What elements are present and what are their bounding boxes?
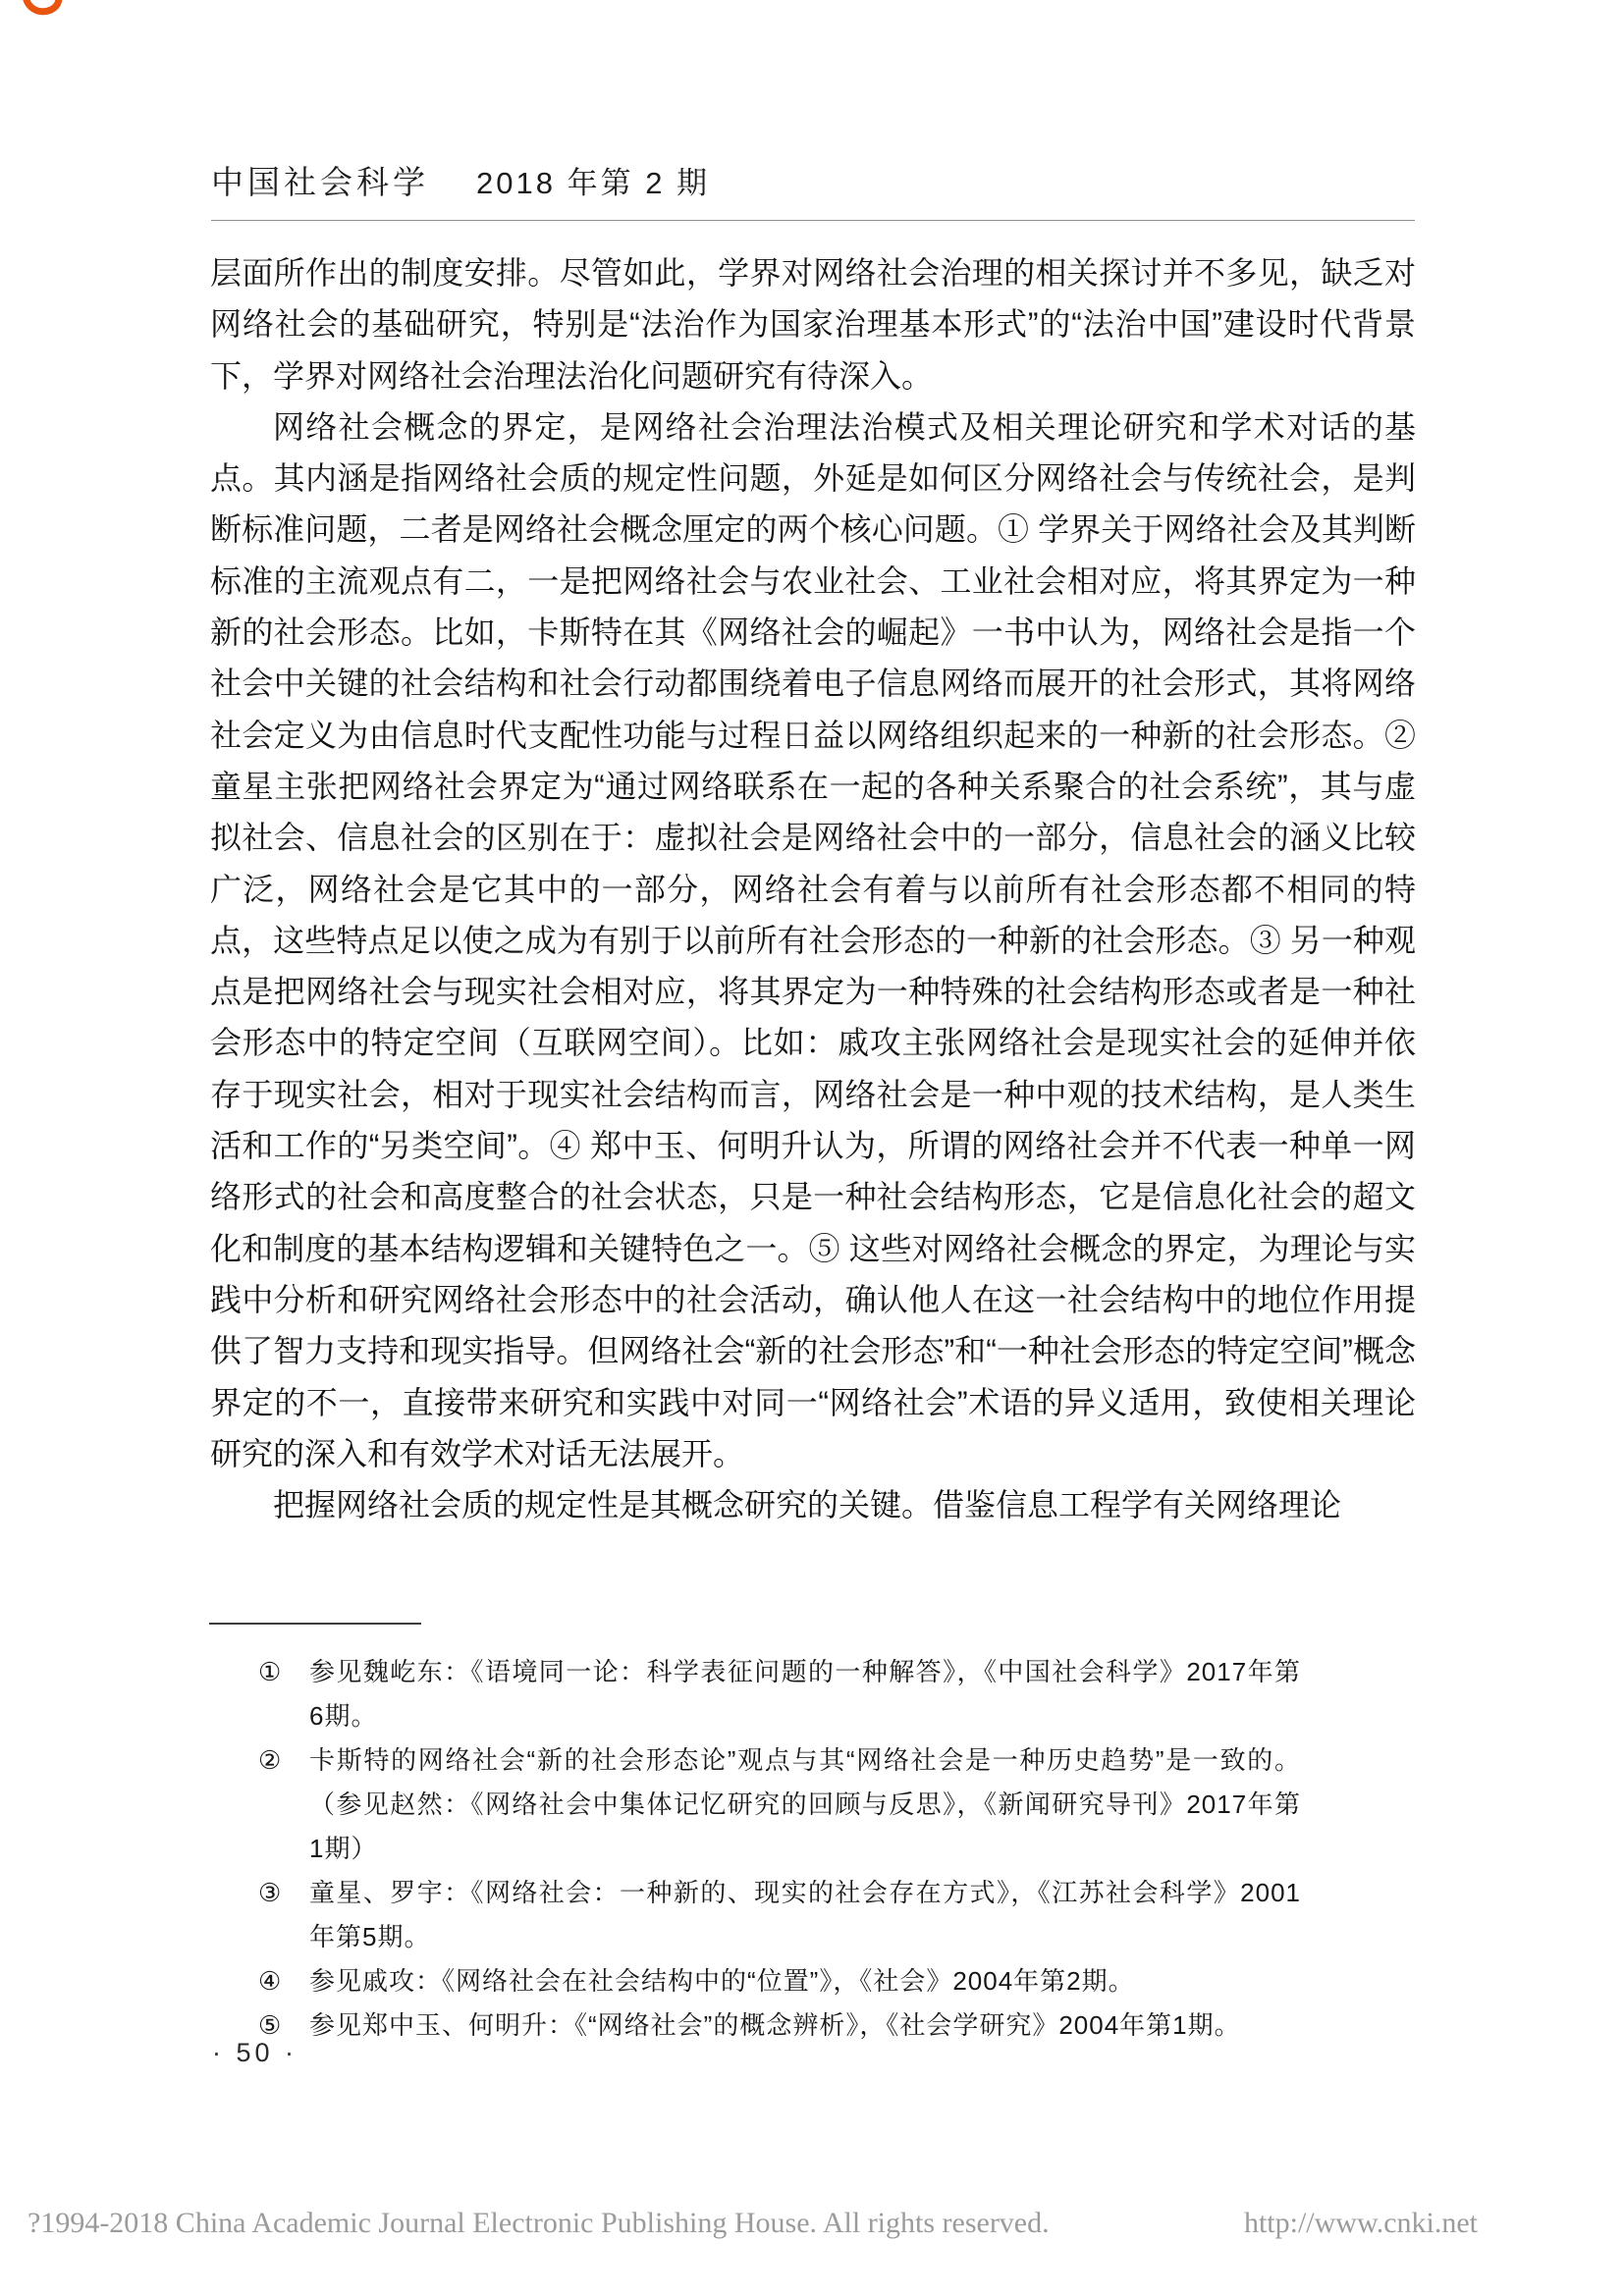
header-rule bbox=[211, 220, 1415, 221]
footnote-text: 卡斯特的网络社会“新的社会形态论”观点与其“网络社会是一种历史趋势”是一致的。（参见赵然：《网络社会中集体记忆研究的回顾与反思》，《新闻研究导刊》2017年第1期） bbox=[309, 1745, 1301, 1863]
footnote-marker: ④ bbox=[258, 1966, 283, 1996]
cnki-url: http://www.cnki.net bbox=[1243, 2207, 1478, 2239]
footnote-item bbox=[211, 1738, 1301, 1871]
body-paragraph: 网络社会概念的界定，是网络社会治理法治模式及相关理论研究和学术对话的基点。其内涵是指网络社会质的规定性问题，外延是如何区分网络社会与传统社会，是判断标准问题，二者是网络社会概念厘定的两个核心问题。① 学界关于网络社会及其判断标准的主流观点有二，一是把网络社会与农业社会、工业社会相对应，将其界定为一种新的社会形态。比如，卡斯特在其《网络社会的崛起》一书中认为，网络社会是指一个社会中关键的社会结构和社会行动都围绕着电子信息网络而展开的社会形式，其将网络社会定义为由信息时代支配性功能与过程日益以网络组织起来的一种新的社会形态。② 童星主张把网络社会界定为“通过网络联系在一起的各种关系聚合的社会系统”，其与虚拟社会、信息社会的区别在于：虚拟社会是网络社会中的一部分，信息社会的涵义比较广泛，网络社会是它其中的一部分，网络社会有着与以前所有社会形态都不相同的特点，这些特点足以使之成为有别于以前所有社会形态的一种新的社会形态。③ 另一种观点是把网络社会与现实社会相对应，将其界定为一种特殊的社会结构形态或者是一种社会形态中的特定空间（互联网空间）。比如：戚攻主张网络社会是现实社会的延伸并依存于现实社会，相对于现实社会结构而言，网络社会是一种中观的技术结构，是人类生活和工作的“另类空间”。④ 郑中玉、何明升认为，所谓的网络社会并不代表一种单一网络形式的社会和高度整合的社会状态，只是一种社会结构形态，它是信息化社会的超文化和制度的基本结构逻辑和关键特色之一。⑤ 这些对网络社会概念的界定，为理论与实践中分析和研究网络社会形态中的社会活动，确认他人在这一社会结构中的地位作用提供了智力支持和现实指导。但网络社会“新的社会形态”和“一种社会形态的特定空间”概念界定的不一，直接带来研究和实践中对同一“网络社会”术语的异义适用，致使相关理论研究的深入和有效学术对话无法展开。 bbox=[210, 408, 1416, 1471]
footnote-item bbox=[211, 1959, 1301, 2003]
footnote-marker: ② bbox=[258, 1745, 283, 1775]
journal-title: 中国社会科学 bbox=[211, 164, 429, 200]
article-body bbox=[210, 247, 1416, 1530]
issue-info: 2018 年第 2 期 bbox=[476, 166, 711, 200]
corner-logo-icon bbox=[20, 0, 65, 20]
footnote-separator bbox=[209, 1623, 421, 1625]
footnote-marker: ① bbox=[258, 1657, 283, 1686]
copyright-footer bbox=[0, 2207, 1623, 2240]
footnote-item bbox=[211, 1871, 1301, 1959]
body-paragraph: 把握网络社会质的规定性是其概念研究的关键。借鉴信息工程学有关网络理论 bbox=[273, 1487, 1342, 1523]
footnote-marker: ⑤ bbox=[258, 2010, 283, 2040]
body-paragraph: 层面所作出的制度安排。尽管如此，学界对网络社会治理的相关探讨并不多见，缺乏对网络社会的基础研究，特别是“法治作为国家治理基本形式”的“法治中国”建设时代背景下，学界对网络社会治理法治化问题研究有待深入。 bbox=[210, 255, 1416, 394]
page-header bbox=[211, 157, 1417, 203]
footnote-item bbox=[211, 2003, 1301, 2048]
footnotes-section bbox=[211, 1650, 1301, 2048]
footnote-text: 参见郑中玉、何明升：《“网络社会”的概念辨析》，《社会学研究》2004年第1期。 bbox=[309, 2010, 1241, 2040]
page-number: · 50 · bbox=[212, 2038, 298, 2067]
footnote-text: 童星、罗宇：《网络社会：一种新的、现实的社会存在方式》，《江苏社会科学》2001年第5期。 bbox=[309, 1878, 1301, 1951]
footnote-text: 参见魏屹东：《语境同一论：科学表征问题的一种解答》，《中国社会科学》2017年第6期。 bbox=[309, 1657, 1301, 1731]
copyright-text: ?1994-2018 China Academic Journal Electronic Publishing House. All rights reserved. bbox=[27, 2207, 1050, 2239]
footnote-item bbox=[211, 1650, 1301, 1738]
footnote-text: 参见戚攻：《网络社会在社会结构中的“位置”》，《社会》2004年第2期。 bbox=[309, 1966, 1135, 1996]
footnote-marker: ③ bbox=[258, 1878, 283, 1907]
